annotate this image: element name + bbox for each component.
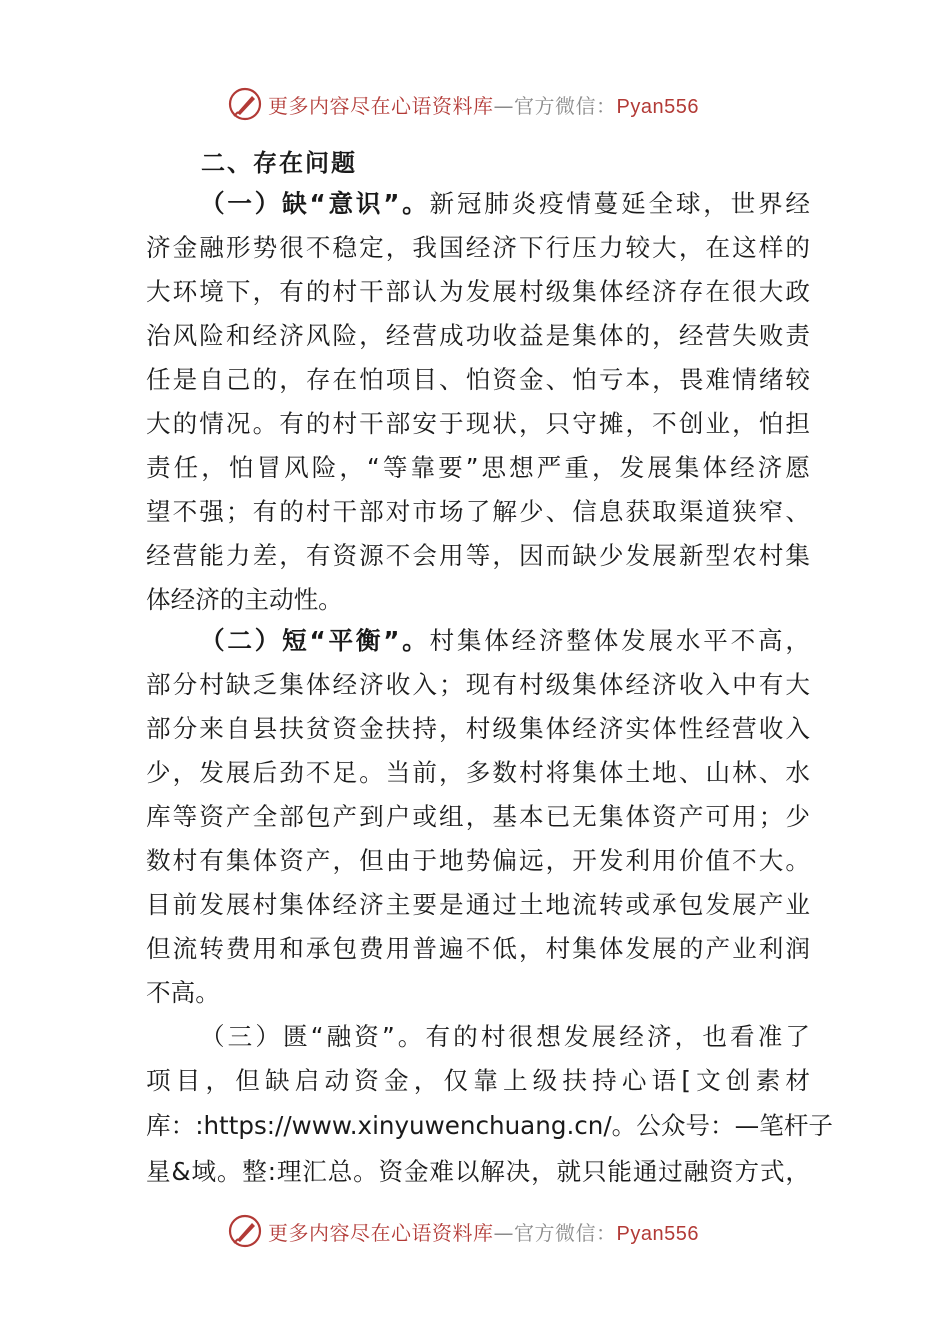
quill-logo-icon: [228, 1214, 262, 1248]
banner-text: 更多内容尽在心语资料库—官方微信：Pyan556: [268, 93, 699, 118]
paragraph-1-line: 大的情况。有的村干部安于现状，只守摊，不创业，怕担: [146, 409, 810, 438]
paragraph-3-line: 星&域。整:理汇总。资金难以解决，就只能通过融资方式，: [146, 1157, 810, 1186]
paragraph-1-line: 经营能力差，有资源不会用等，因而缺少发展新型农村集: [146, 541, 810, 570]
header-watermark-banner: [228, 86, 699, 122]
footer-watermark-banner: [228, 1213, 699, 1249]
paragraph-2-line: 不高。: [146, 978, 220, 1007]
paragraph-3-line: （三）匮“融资”。有的村很想发展经济，也看准了: [200, 1022, 810, 1051]
paragraph-1-line: 任是自己的，存在怕项目、怕资金、怕亏本，畏难情绪较: [146, 365, 810, 394]
paragraph-3-line: 项目，但缺启动资金，仅靠上级扶持心语[文创素材: [146, 1066, 810, 1095]
paragraph-2-line: 少，发展后劲不足。当前，多数村将集体土地、山林、水: [146, 758, 810, 787]
paragraph-1-line: 望不强；有的村干部对市场了解少、信息获取渠道狭窄、: [146, 497, 810, 526]
paragraph-1-line: 大环境下，有的村干部认为发展村级集体经济存在很大政: [146, 277, 810, 306]
paragraph-2-line: 部分来自县扶贫资金扶持，村级集体经济实体性经营收入: [146, 714, 810, 743]
paragraph-1-line-1: （一）缺“意识”。新冠肺炎疫情蔓延全球，世界经: [200, 189, 810, 218]
paragraph-1-line: 责任，怕冒风险，“等靠要”思想严重，发展集体经济愿: [146, 453, 810, 482]
paragraph-3-line: 库：:https://www.xinyuwenchuang.cn/。公众号：—笔杆子: [146, 1111, 834, 1140]
paragraph-2-heading: （二）短“平衡”。: [200, 626, 430, 655]
paragraph-2-line-1: （二）短“平衡”。村集体经济整体发展水平不高，: [200, 626, 810, 655]
paragraph-2-line: 目前发展村集体经济主要是通过土地流转或承包发展产业: [146, 890, 810, 919]
quill-logo-icon: [228, 87, 262, 121]
paragraph-1-line: 治风险和经济风险，经营成功收益是集体的，经营失败责: [146, 321, 810, 350]
paragraph-1-heading: （一）缺“意识”。: [200, 189, 430, 218]
paragraph-2-line: 部分村缺乏集体经济收入；现有村级集体经济收入中有大: [146, 670, 810, 699]
section-title: 二、存在问题: [201, 149, 357, 177]
paragraph-1-line: 体经济的主动性。: [146, 585, 343, 614]
paragraph-2-line: 库等资产全部包产到户或组，基本已无集体资产可用；少: [146, 802, 810, 831]
paragraph-2-line: 数村有集体资产，但由于地势偏远，开发利用价值不大。: [146, 846, 810, 875]
paragraph-2-line: 但流转费用和承包费用普遍不低，村集体发展的产业利润: [146, 934, 810, 963]
paragraph-1-line: 济金融形势很不稳定，我国经济下行压力较大，在这样的: [146, 233, 810, 262]
banner-text: 更多内容尽在心语资料库—官方微信：Pyan556: [268, 1220, 699, 1245]
